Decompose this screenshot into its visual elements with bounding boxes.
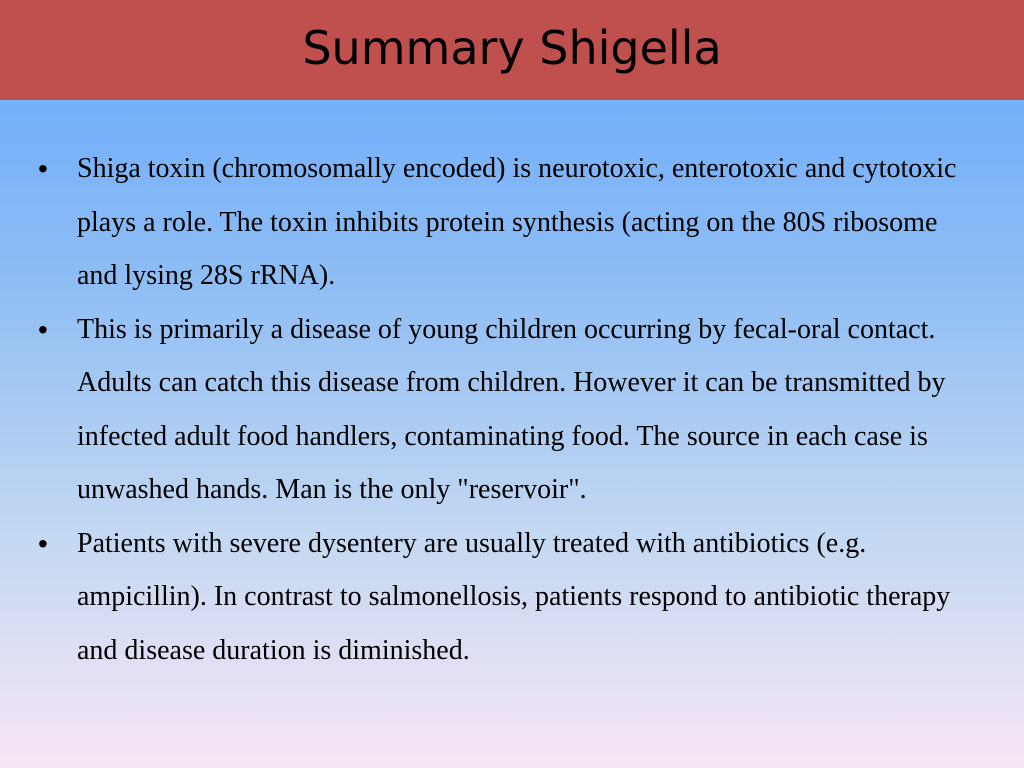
bullet-text: Patients with severe dysentery are usually treated with antibiotics (e.g. ampicillin). In contrast to salmonellosis, patients respond to antibiotic therapy and disease duration is diminished. [77, 527, 951, 666]
bullet-item-transmission [0, 303, 1024, 517]
bullet-item-shiga-toxin [0, 142, 1024, 303]
title-bar [0, 0, 1024, 100]
bullet-icon: • [38, 153, 48, 184]
bullet-item-treatment [0, 517, 1024, 678]
bullet-icon: • [38, 527, 48, 559]
bullet-text: Shiga toxin (chromosomally encoded) is neurotoxic, enterotoxic and cytotoxic plays a role. The toxin inhibits protein synthesis (acting on the 80S ribosome and lysing 28S rRNA). [77, 153, 957, 291]
bullet-icon: • [38, 313, 48, 345]
bullet-text: This is primarily a disease of young children occurring by fecal-oral contact. Adults can catch this disease from children. However it can be transmitted by infected adult food handlers, contaminating food. The source in each case is unwashed hands. Man is the only "reservoir". [77, 313, 946, 505]
slide-title: Summary Shigella [302, 21, 722, 75]
bullet-list [0, 142, 1024, 677]
